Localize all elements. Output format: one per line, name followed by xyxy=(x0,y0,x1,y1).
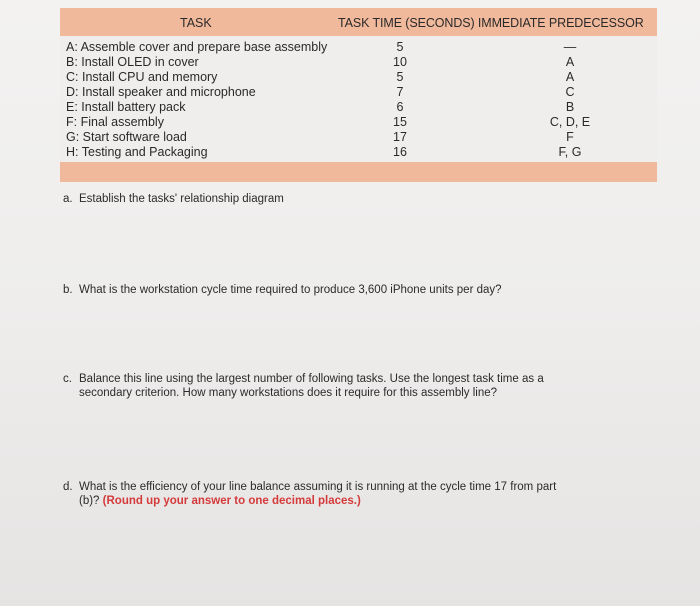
task-table xyxy=(60,8,657,182)
question-label: c. xyxy=(63,373,72,385)
table-row xyxy=(60,70,657,85)
question-c xyxy=(63,372,663,400)
task-time: 5 xyxy=(396,40,404,54)
task-predecessor: C, D, E xyxy=(549,115,591,129)
task-name: D: Install speaker and microphone xyxy=(66,85,256,99)
task-predecessor: F xyxy=(566,130,574,144)
question-text: What is the efficiency of your line balance assuming it is running at the cycle time 17 from part xyxy=(79,481,557,493)
task-time: 10 xyxy=(393,55,407,69)
task-name: H: Testing and Packaging xyxy=(66,145,208,159)
question-a xyxy=(63,192,284,206)
task-time: 16 xyxy=(393,145,407,159)
question-label: d. xyxy=(63,481,73,493)
table-row xyxy=(60,100,657,115)
task-predecessor: A xyxy=(565,55,575,69)
task-time: 6 xyxy=(396,100,404,114)
question-label: a. xyxy=(63,193,73,205)
question-text: What is the workstation cycle time required to produce 3,600 iPhone units per day? xyxy=(79,284,502,296)
task-predecessor: B xyxy=(565,100,575,114)
task-predecessor: A xyxy=(565,70,575,84)
rounding-instruction: (Round up your answer to one decimal places.) xyxy=(102,495,361,507)
task-predecessor: F, G xyxy=(558,145,582,159)
question-b xyxy=(63,283,502,297)
table-row xyxy=(60,130,657,145)
table-header xyxy=(60,8,657,36)
table-row xyxy=(60,55,657,70)
table-row xyxy=(60,115,657,130)
task-time: 7 xyxy=(396,85,404,99)
header-time-predecessor: TASK TIME (SECONDS) IMMEDIATE PREDECESSOR xyxy=(338,16,644,30)
task-predecessor: C xyxy=(565,85,575,99)
question-text-part: (b)? xyxy=(79,495,100,507)
question-text: Balance this line using the largest number of following tasks. Use the longest task time as a xyxy=(79,373,544,385)
task-name: E: Install battery pack xyxy=(66,100,186,114)
task-name: B: Install OLED in cover xyxy=(66,55,199,69)
task-predecessor: — xyxy=(563,40,577,54)
question-d xyxy=(63,480,623,508)
header-task: TASK xyxy=(180,16,212,30)
table-row xyxy=(60,145,657,160)
task-name: C: Install CPU and memory xyxy=(66,70,218,84)
table-row xyxy=(60,85,657,100)
question-text: Establish the tasks' relationship diagram xyxy=(79,193,284,205)
table-footer-bar xyxy=(60,162,657,182)
question-label: b. xyxy=(63,284,73,296)
question-text-continued xyxy=(63,494,623,508)
task-time: 5 xyxy=(396,70,404,84)
task-name: A: Assemble cover and prepare base assembly xyxy=(66,40,328,54)
table-row xyxy=(60,40,657,55)
task-time: 15 xyxy=(393,115,407,129)
task-name: G: Start software load xyxy=(66,130,187,144)
table-body xyxy=(60,36,657,162)
task-time: 17 xyxy=(393,130,407,144)
task-name: F: Final assembly xyxy=(66,115,164,129)
question-text-continued: secondary criterion. How many workstations does it require for this assembly line? xyxy=(79,387,498,399)
